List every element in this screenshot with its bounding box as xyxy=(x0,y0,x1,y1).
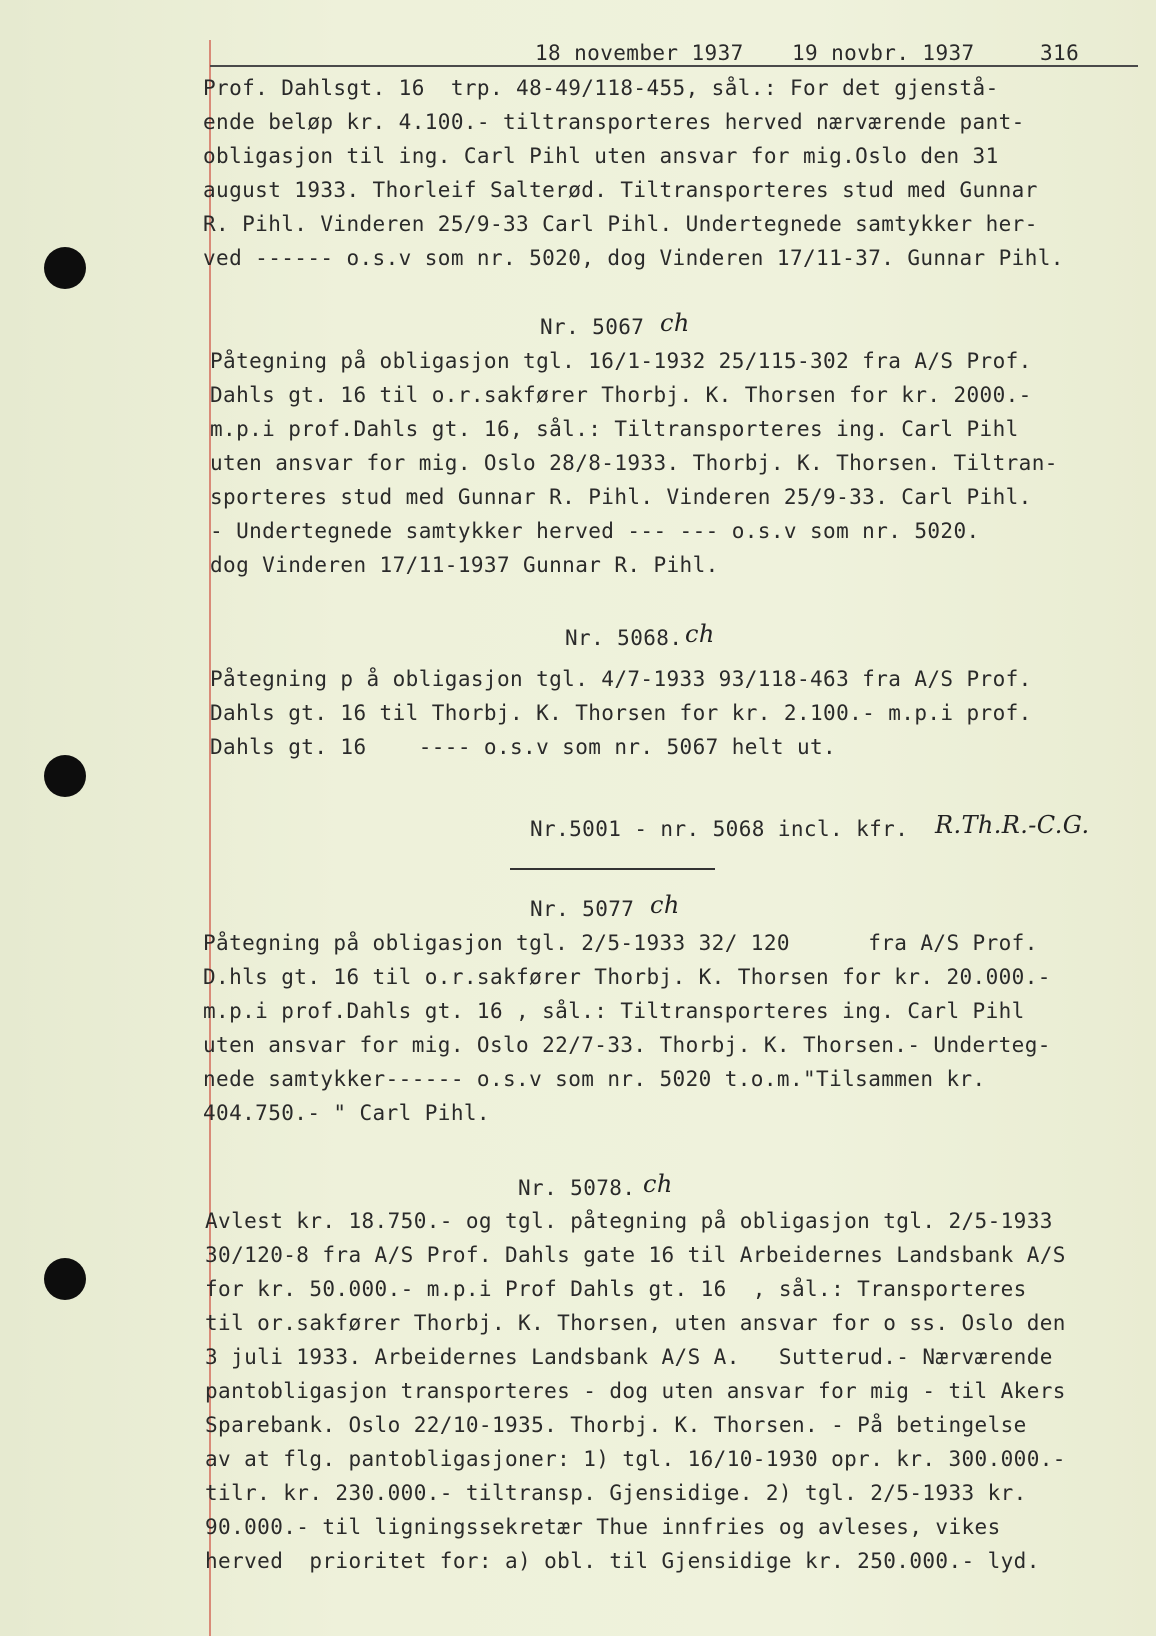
text-line: 404.750.- " Carl Pihl. xyxy=(203,1101,490,1125)
text-line: Påtegning på obligasjon tgl. 16/1-1932 25/115-302 fra A/S Prof. xyxy=(210,349,1032,373)
entry-heading: Nr. 5068. xyxy=(565,626,683,650)
text-line: uten ansvar for mig. Oslo 28/8-1933. Thorbj. K. Thorsen. Tiltran- xyxy=(210,451,1058,475)
signature: R.Th.R.-C.G. xyxy=(935,811,1090,839)
entry-heading: Nr. 5067 xyxy=(540,315,645,339)
text-line: herved prioritet for: a) obl. til Gjensidige kr. 250.000.- lyd. xyxy=(205,1549,1040,1573)
initials-mark: ch xyxy=(650,891,680,919)
page-number: 316 xyxy=(1040,41,1080,65)
initials-mark: ch xyxy=(685,620,715,648)
text-line: m.p.i prof.Dahls gt. 16, sål.: Tiltransporteres ing. Carl Pihl xyxy=(210,417,1019,441)
text-line: obligasjon til ing. Carl Pihl uten ansvar for mig.Oslo den 31 xyxy=(203,144,999,168)
text-line: til or.sakfører Thorbj. K. Thorsen, uten ansvar for o ss. Oslo den xyxy=(205,1311,1066,1335)
text-line: ved ------ o.s.v som nr. 5020, dog Vinderen 17/11-37. Gunnar Pihl. xyxy=(203,246,1064,270)
punch-hole xyxy=(44,247,86,289)
header-date-2: 19 novbr. 1937 xyxy=(792,41,975,65)
text-line: Avlest kr. 18.750.- og tgl. påtegning på obligasjon tgl. 2/5-1933 xyxy=(205,1209,1053,1233)
entry-heading: Nr. 5077 xyxy=(530,897,635,921)
text-line: Dahls gt. 16 til o.r.sakfører Thorbj. K. Thorsen for kr. 2000.- xyxy=(210,383,1032,407)
text-line: for kr. 50.000.- m.p.i Prof Dahls gt. 16 , sål.: Transporteres xyxy=(205,1277,1027,1301)
text-line: 3 juli 1933. Arbeidernes Landsbank A/S A. Sutterud.- Nærværende xyxy=(205,1345,1053,1369)
text-line: Påtegning p å obligasjon tgl. 4/7-1933 93/118-463 fra A/S Prof. xyxy=(210,667,1032,691)
entry-heading: Nr. 5078. xyxy=(518,1176,636,1200)
reference-line: Nr.5001 - nr. 5068 incl. kfr. xyxy=(530,817,909,841)
text-line: Dahls gt. 16 til Thorbj. K. Thorsen for kr. 2.100.- m.p.i prof. xyxy=(210,701,1032,725)
text-line: R. Pihl. Vinderen 25/9-33 Carl Pihl. Undertegnede samtykker her- xyxy=(203,212,1038,236)
text-line: pantobligasjon transporteres - dog uten ansvar for mig - til Akers xyxy=(205,1379,1066,1403)
initials-mark: ch xyxy=(643,1170,673,1198)
text-line: Dahls gt. 16 ---- o.s.v som nr. 5067 helt ut. xyxy=(210,735,837,759)
text-line: m.p.i prof.Dahls gt. 16 , sål.: Tiltransporteres ing. Carl Pihl xyxy=(203,999,1025,1023)
text-line: 30/120-8 fra A/S Prof. Dahls gate 16 til Arbeidernes Landsbank A/S xyxy=(205,1243,1066,1267)
text-line: D.hls gt. 16 til o.r.sakfører Thorbj. K. Thorsen for kr. 20.000.- xyxy=(203,965,1051,989)
text-line: 90.000.- til ligningssekretær Thue innfries og avleses, vikes xyxy=(205,1515,1001,1539)
text-line: - Undertegnede samtykker herved --- --- o.s.v som nr. 5020. xyxy=(210,519,980,543)
text-line: tilr. kr. 230.000.- tiltransp. Gjensidige. 2) tgl. 2/5-1933 kr. xyxy=(205,1481,1027,1505)
text-line: av at flg. pantobligasjoner: 1) tgl. 16/10-1930 opr. kr. 300.000.- xyxy=(205,1447,1066,1471)
text-line: ende beløp kr. 4.100.- tiltransporteres herved nærværende pant- xyxy=(203,110,1025,134)
text-line: Prof. Dahlsgt. 16 trp. 48-49/118-455, sål.: For det gjenstå- xyxy=(203,76,999,100)
separator-rule xyxy=(510,868,715,870)
text-line: Sparebank. Oslo 22/10-1935. Thorbj. K. Thorsen. - På betingelse xyxy=(205,1413,1027,1437)
text-line: nede samtykker------ o.s.v som nr. 5020 t.o.m."Tilsammen kr. xyxy=(203,1067,986,1091)
text-line: august 1933. Thorleif Salterød. Tiltransporteres stud med Gunnar xyxy=(203,178,1038,202)
text-line: uten ansvar for mig. Oslo 22/7-33. Thorbj. K. Thorsen.- Underteg- xyxy=(203,1033,1051,1057)
initials-mark: ch xyxy=(660,309,690,337)
punch-hole xyxy=(44,1258,86,1300)
text-line: sporteres stud med Gunnar R. Pihl. Vinderen 25/9-33. Carl Pihl. xyxy=(210,485,1032,509)
text-line: dog Vinderen 17/11-1937 Gunnar R. Pihl. xyxy=(210,553,719,577)
header-date-1: 18 november 1937 xyxy=(535,41,744,65)
punch-hole xyxy=(44,755,86,797)
text-line: Påtegning på obligasjon tgl. 2/5-1933 32/ 120 fra A/S Prof. xyxy=(203,931,1038,955)
